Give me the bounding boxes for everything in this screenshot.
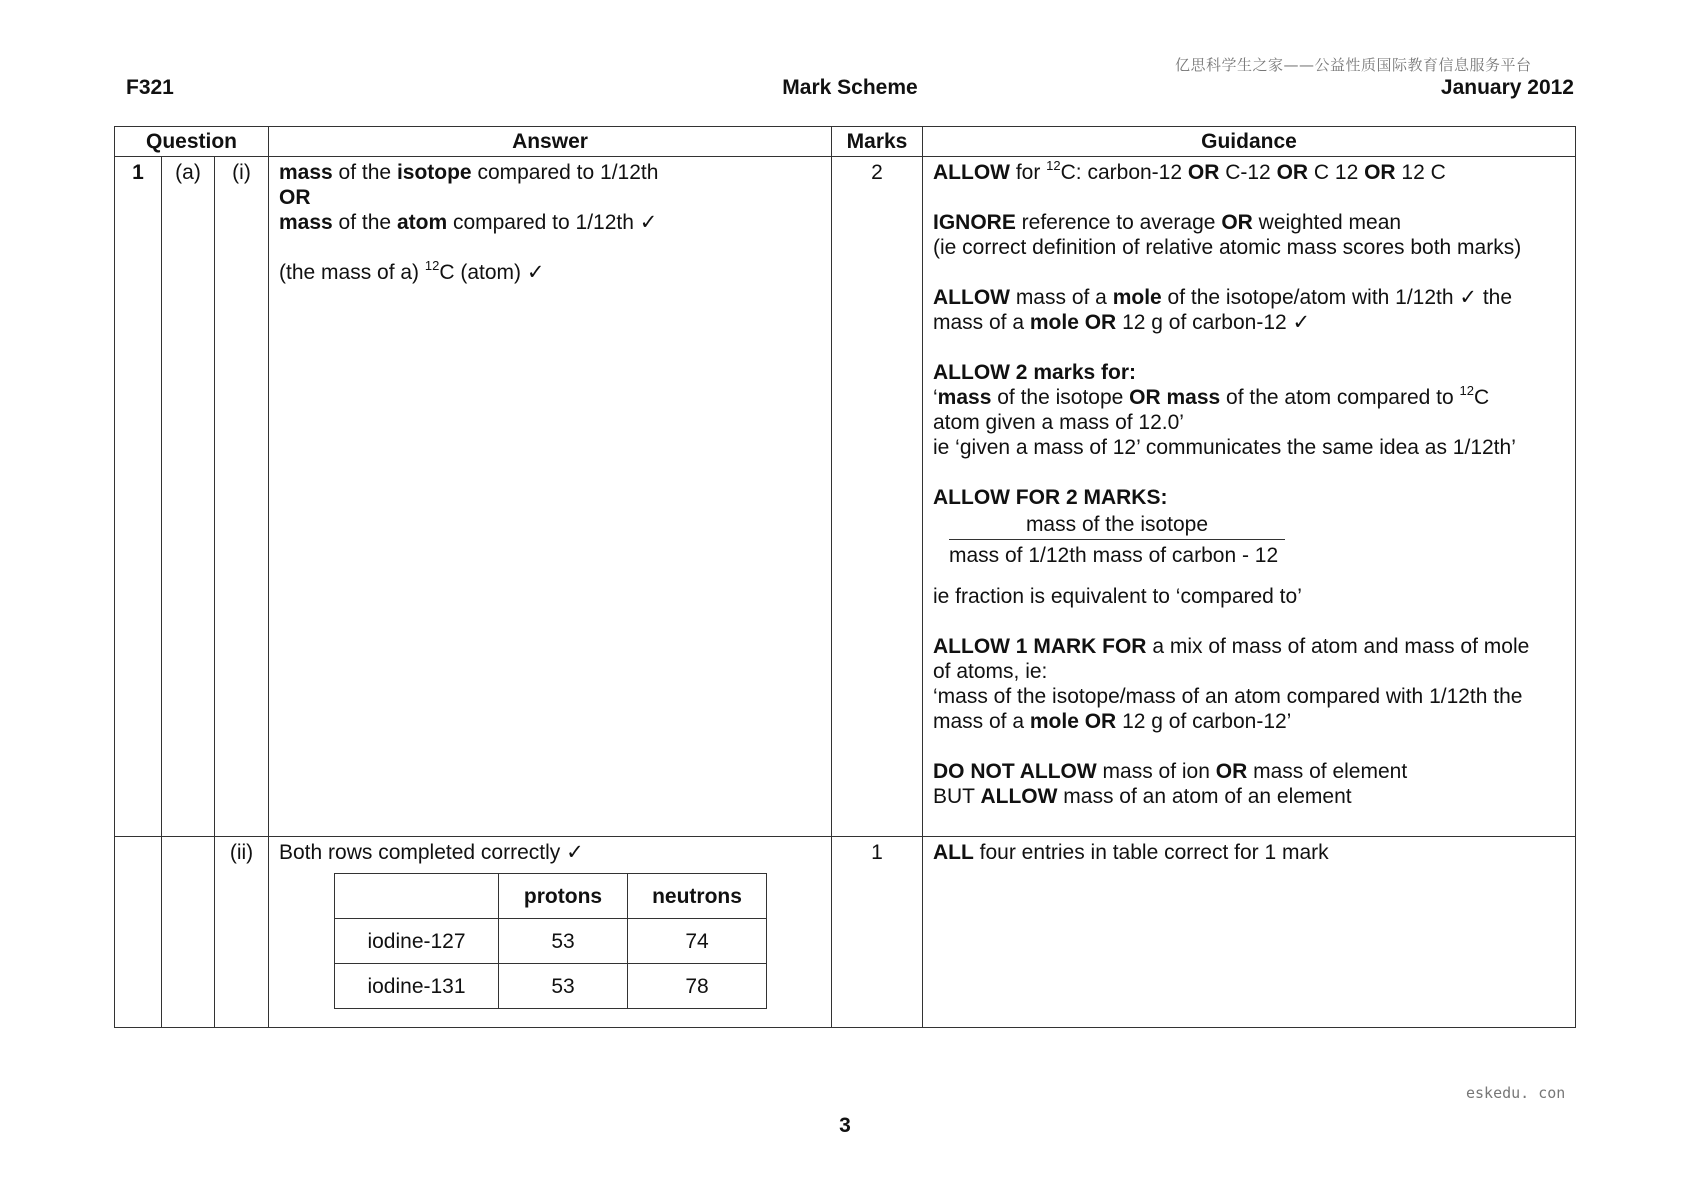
table-row xyxy=(115,157,1576,837)
answer-cell xyxy=(269,837,832,1028)
isotope-table-row xyxy=(335,919,767,964)
neutrons-value: 78 xyxy=(628,964,767,1009)
guidance-line: of atoms, ie: xyxy=(933,660,1048,683)
answer-line: mass of the isotope compared to 1/12th xyxy=(279,161,659,184)
guidance-line: ALLOW for $^{12}$C: carbon-12 OR C-12 OR C 12 OR 12 C xyxy=(933,158,1446,184)
isotope-table-header-cell: protons xyxy=(499,874,628,919)
guidance-line: IGNORE reference to average OR weighted mean xyxy=(933,211,1402,234)
watermark-bottom: eskedu. con xyxy=(1466,1084,1566,1102)
neutrons-value: 74 xyxy=(628,919,767,964)
isotope-table-header-cell xyxy=(335,874,499,919)
guidance-heading: ALLOW 2 marks for: xyxy=(933,361,1137,384)
protons-value: 53 xyxy=(499,964,628,1009)
answer-cell xyxy=(269,157,832,837)
answer-line: Both rows completed correctly ✓ xyxy=(279,841,584,864)
guidance-line: atom given a mass of 12.0’ xyxy=(933,411,1184,434)
header-answer: Answer xyxy=(269,127,832,157)
isotope-name: iodine-127 xyxy=(335,919,499,964)
guidance-line: (ie correct definition of relative atomic mass scores both marks) xyxy=(933,236,1522,259)
mark-scheme-table xyxy=(114,126,1576,1028)
table-row xyxy=(115,837,1576,1028)
question-subpart: (i) xyxy=(215,157,269,837)
watermark-top: 亿思科学生之家——公益性质国际教育信息服务平台 xyxy=(1175,56,1532,74)
table-header-row xyxy=(115,127,1576,157)
document-title: Mark Scheme xyxy=(782,76,918,99)
fraction xyxy=(949,512,1285,568)
question-subpart: (ii) xyxy=(215,837,269,1028)
guidance-heading: ALLOW FOR 2 MARKS: xyxy=(933,486,1168,509)
guidance-line: BUT ALLOW mass of an atom of an element xyxy=(933,785,1352,808)
guidance-line: ALLOW mass of a mole of the isotope/atom with 1/12th ✓ the xyxy=(933,286,1513,309)
guidance-line: ie ‘given a mass of 12’ communicates the same idea as 1/12th’ xyxy=(933,436,1516,459)
guidance-line: ie fraction is equivalent to ‘compared to’ xyxy=(933,585,1302,608)
isotope-name: iodine-131 xyxy=(335,964,499,1009)
guidance-cell xyxy=(923,837,1576,1028)
question-number xyxy=(115,837,162,1028)
paper-code: F321 xyxy=(126,76,174,99)
guidance-line: ALL four entries in table correct for 1 mark xyxy=(933,841,1329,864)
fraction-numerator: mass of the isotope xyxy=(949,512,1285,540)
header-guidance: Guidance xyxy=(923,127,1576,157)
fraction-denominator: mass of 1/12th mass of carbon - 12 xyxy=(949,544,1279,567)
answer-line: (the mass of a) $^{12}$C (atom) ✓ xyxy=(279,258,545,284)
answer-line: mass of the atom compared to 1/12th ✓ xyxy=(279,211,658,234)
guidance-line: ‘mass of the isotope OR mass of the atom compared to $^{12}$C xyxy=(933,383,1490,409)
isotope-table xyxy=(334,873,767,1009)
guidance-line: mass of a mole OR 12 g of carbon-12’ xyxy=(933,710,1292,733)
protons-value: 53 xyxy=(499,919,628,964)
guidance-line: DO NOT ALLOW mass of ion OR mass of element xyxy=(933,760,1408,783)
answer-line: OR xyxy=(279,186,311,209)
exam-date: January 2012 xyxy=(1440,76,1574,99)
header-marks: Marks xyxy=(832,127,923,157)
page-number: 3 xyxy=(839,1114,851,1137)
header-question: Question xyxy=(115,127,269,157)
guidance-line: ALLOW 1 MARK FOR a mix of mass of atom and mass of mole xyxy=(933,635,1530,658)
guidance-line: ‘mass of the isotope/mass of an atom compared with 1/12th the xyxy=(933,685,1523,708)
marks-cell: 1 xyxy=(832,837,923,1028)
isotope-table-header xyxy=(335,874,767,919)
question-part: (a) xyxy=(162,157,215,837)
isotope-table-row xyxy=(335,964,767,1009)
question-number: 1 xyxy=(115,157,162,837)
guidance-line: mass of a mole OR 12 g of carbon-12 ✓ xyxy=(933,311,1311,334)
guidance-cell xyxy=(923,157,1576,837)
question-part xyxy=(162,837,215,1028)
marks-cell: 2 xyxy=(832,157,923,837)
isotope-table-header-cell: neutrons xyxy=(628,874,767,919)
